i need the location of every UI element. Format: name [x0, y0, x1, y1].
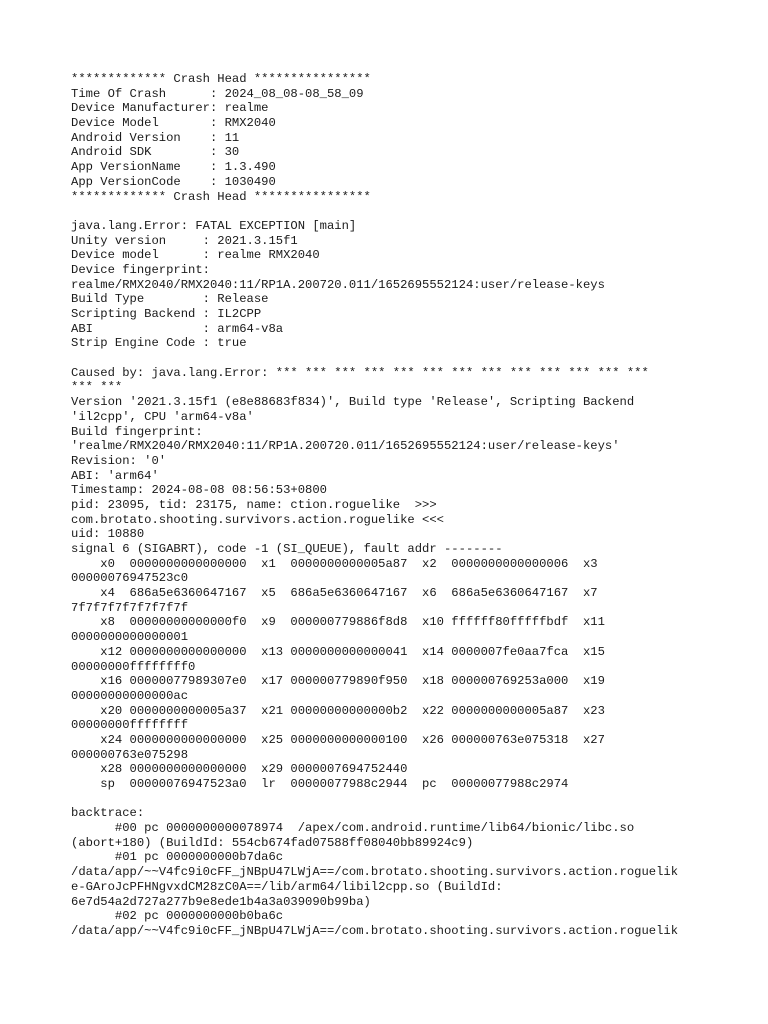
log-line: /data/app/~~V4fc9i0cFF_jNBpU47LWjA==/com.brotato.shooting.survivors.action.roguelik	[71, 865, 679, 880]
log-line: 00000076947523c0	[71, 571, 189, 586]
log-line: 6e7d54a2d727a277b9e8ede1b4a3a039090b99ba)	[71, 894, 371, 909]
log-line: x8 00000000000000f0 x9 000000779886f8d8 x10 ffffff80fffffbdf x11	[71, 615, 605, 630]
crash-log-page	[71, 72, 711, 939]
log-line: 00000000000000ac	[71, 688, 189, 703]
log-line: Caused by: java.lang.Error: *** *** *** *** *** *** *** *** *** *** *** *** ***	[71, 365, 649, 380]
log-line: com.brotato.shooting.survivors.action.roguelike <<<	[71, 512, 444, 527]
log-line: Device fingerprint:	[71, 262, 210, 277]
blank-line	[71, 351, 711, 366]
log-line: 000000763e075298	[71, 747, 189, 762]
log-line: x0 0000000000000000 x1 0000000000005a87 x2 0000000000000006 x3	[71, 556, 598, 571]
blank-line	[71, 792, 711, 807]
log-line: x28 0000000000000000 x29 0000007694752440	[71, 762, 408, 777]
log-line: 0000000000000001	[71, 630, 189, 645]
log-line: Build Type : Release	[71, 292, 269, 307]
log-line: 7f7f7f7f7f7f7f7f	[71, 600, 189, 615]
log-line: Timestamp: 2024-08-08 08:56:53+0800	[71, 483, 327, 498]
log-line: (abort+180) (BuildId: 554cb674fad07588ff08040bb89924c9)	[71, 835, 474, 850]
log-line: ************* Crash Head ****************	[71, 72, 371, 86]
log-line: x20 0000000000005a37 x21 00000000000000b2 x22 0000000000005a87 x23	[71, 703, 605, 718]
log-line: java.lang.Error: FATAL EXCEPTION [main]	[71, 218, 357, 233]
log-line: #02 pc 0000000000b0ba6c	[71, 909, 284, 924]
log-line: uid: 10880	[71, 527, 145, 542]
log-line: ************* Crash Head ****************	[71, 189, 371, 204]
log-line: 00000000ffffffff	[71, 718, 189, 733]
log-line: 'realme/RMX2040/RMX2040:11/RP1A.200720.011/1652695552124:user/release-keys'	[71, 439, 620, 454]
log-line: Android SDK : 30	[71, 145, 240, 160]
log-line: signal 6 (SIGABRT), code -1 (SI_QUEUE), fault addr --------	[71, 542, 503, 556]
log-line: *** ***	[71, 380, 123, 395]
log-line: sp 00000076947523a0 lr 00000077988c2944 pc 00000077988c2974	[71, 777, 569, 791]
log-line: #00 pc 0000000000078974 /apex/com.android.runtime/lib64/bionic/libc.so	[71, 821, 635, 836]
log-line: Build fingerprint:	[71, 424, 203, 439]
log-line: Unity version : 2021.3.15f1	[71, 233, 298, 248]
log-line: e-GAroJcPFHNgvxdCM28zC0A==/lib/arm64/libil2cpp.so (BuildId:	[71, 879, 503, 894]
log-line: Time Of Crash : 2024_08_08-08_58_09	[71, 86, 364, 101]
log-line: ABI : arm64-v8a	[71, 321, 284, 336]
log-line: App VersionName : 1.3.490	[71, 160, 276, 175]
log-line: x24 0000000000000000 x25 0000000000000100 x26 000000763e075318 x27	[71, 732, 605, 747]
log-line: Version '2021.3.15f1 (e8e88683f834)', Build type 'Release', Scripting Backend	[71, 395, 635, 410]
log-line: Device Manufacturer: realme	[71, 101, 269, 116]
log-line: x12 0000000000000000 x13 0000000000000041 x14 0000007fe0aa7fca x15	[71, 644, 605, 659]
log-line: Device Model : RMX2040	[71, 116, 276, 131]
blank-line	[71, 204, 711, 219]
log-line: ABI: 'arm64'	[71, 468, 159, 483]
log-line: Scripting Backend : IL2CPP	[71, 307, 262, 321]
log-line: Device model : realme RMX2040	[71, 248, 320, 263]
log-line: App VersionCode : 1030490	[71, 174, 276, 189]
log-line: realme/RMX2040/RMX2040:11/RP1A.200720.011/1652695552124:user/release-keys	[71, 277, 605, 292]
log-line: #01 pc 0000000000b7da6c	[71, 850, 284, 865]
log-line: backtrace:	[71, 806, 145, 821]
log-line: Strip Engine Code : true	[71, 336, 247, 351]
log-line: Revision: '0'	[71, 453, 167, 468]
log-line: x16 00000077989307e0 x17 000000779890f950 x18 000000769253a000 x19	[71, 674, 605, 689]
log-line: Android Version : 11	[71, 130, 240, 145]
log-line: 00000000ffffffff0	[71, 659, 196, 674]
log-line: pid: 23095, tid: 23175, name: ction.roguelike >>>	[71, 497, 437, 512]
log-line: /data/app/~~V4fc9i0cFF_jNBpU47LWjA==/com.brotato.shooting.survivors.action.roguelik	[71, 923, 679, 938]
log-line: 'il2cpp', CPU 'arm64-v8a'	[71, 409, 254, 424]
log-line: x4 686a5e6360647167 x5 686a5e6360647167 x6 686a5e6360647167 x7	[71, 586, 598, 601]
